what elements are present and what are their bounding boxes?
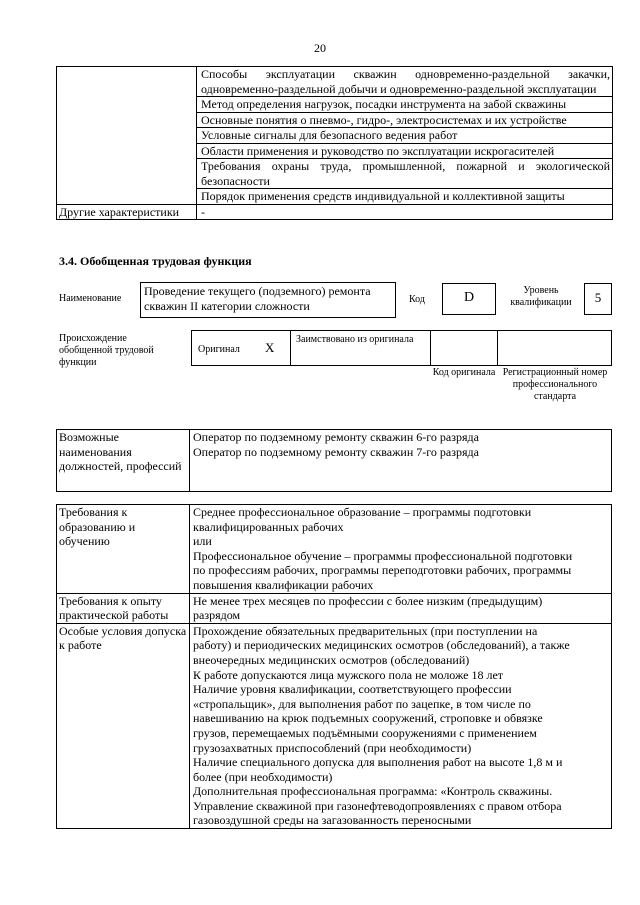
text-line: грузозахватных приспособлений (при необходимости) (193, 740, 472, 755)
knowledge-item: Основные понятия о пневмо-, гидро-, электросистемах и их устройстве (197, 112, 613, 128)
other-characteristics-label: Другие характеристики (57, 204, 197, 220)
positions-table (56, 429, 612, 492)
origin-label: Происхождение обобщенной трудовой функции (59, 333, 154, 368)
positions-label: Возможные наименования должностей, профессий (57, 430, 190, 492)
text-line: Не менее трех месяцев по профессии с более низким (предыдущим) (193, 593, 543, 608)
text-line: или (193, 534, 212, 549)
section-title: 3.4. Обобщенная трудовая функция (59, 254, 252, 268)
text-line: квалифицированных рабочих (193, 519, 344, 534)
knowledge-table (56, 66, 613, 220)
text-line: грузов, перемещаемых подъёмными сооружениями с применением (193, 725, 537, 740)
knowledge-item: Способы эксплуатации скважин одновременно-раздельной закачки, одновременно-раздельной добычи и одновременно-раздельной эксплуатации (197, 67, 613, 97)
text-line: газовоздушной среды на загазованность переносными (193, 813, 472, 828)
page-number: 20 (314, 41, 326, 55)
reg-caption: Регистрационный номер профессионального стандарта (502, 367, 608, 402)
position-line: Оператор по подземному ремонту скважин 7-го разряда (193, 444, 479, 459)
text-line: внеочередных медицинских осмотров (обследований) (193, 652, 470, 667)
text-line: работу) и периодических медицинских осмотров (обследований), а также (193, 638, 570, 653)
text-line: Наличие уровня квалификации, соответствующего профессии (193, 682, 512, 697)
text-line: разрядом (193, 608, 241, 623)
code-caption: Код оригинала (432, 367, 496, 378)
text-line: Дополнительная профессиональная программа: «Контроль скважины. (193, 784, 553, 799)
experience-label: Требования к опыту практической работы (57, 593, 190, 623)
function-name-value: Проведение текущего (подземного) ремонта скважин II категории сложности (144, 284, 371, 313)
text-line: Наличие специального допуска для выполнения работ на высоте 1,8 м и (193, 755, 563, 770)
borrowed-label: Заимствовано из оригинала (296, 334, 414, 345)
origin-reg-box (497, 330, 612, 366)
original-label: Оригинал (198, 344, 240, 355)
text-line: по профессиям рабочих, программы переподготовки рабочих, программы (193, 563, 572, 578)
code-value: D (463, 290, 475, 305)
original-mark: X (265, 340, 275, 355)
text-line: Управление скважиной при газонефтеводопроявлениях с правом отбора (193, 798, 562, 813)
experience-values (190, 593, 612, 623)
education-values (190, 505, 612, 594)
knowledge-item: Метод определения нагрузок, посадки инструмента на забой скважины (197, 97, 613, 113)
other-characteristics-value: - (197, 204, 613, 220)
text-line: «стропальщик», для выполнения работ по зацепке, в том числе по (193, 696, 531, 711)
knowledge-item: Условные сигналы для безопасного ведения работ (197, 128, 613, 144)
requirements-table (56, 504, 612, 829)
level-value: 5 (594, 290, 602, 305)
origin-code-box (430, 330, 498, 366)
text-line: повышения квалификации рабочих (193, 577, 374, 592)
name-label: Наименование (59, 293, 122, 304)
code-label: Код (409, 294, 425, 305)
text-line: К работе допускаются лица мужского пола не моложе 18 лет (193, 667, 504, 682)
text-line: навешиванию на крюк подъемных сооружений, строповке и обвязке (193, 711, 543, 726)
text-line: Профессиональное обучение – программы профессиональной подготовки (193, 548, 573, 563)
knowledge-item: Порядок применения средств индивидуальной и коллективной защиты (197, 189, 613, 205)
education-label: Требования к образованию и обучению (57, 505, 190, 594)
text-line: более (при необходимости) (193, 769, 333, 784)
empty-label-cell (57, 67, 197, 205)
special-conditions-values (190, 623, 612, 828)
knowledge-item: Требования охраны труда, промышленной, пожарной и экологической безопасности (197, 159, 613, 189)
positions-values (190, 430, 612, 492)
special-conditions-label: Особые условия допуска к работе (57, 623, 190, 828)
text-line: Среднее профессиональное образование – программы подготовки (193, 505, 532, 519)
text-line: Прохождение обязательных предварительных (при поступлении на (193, 623, 538, 638)
knowledge-item: Области применения и руководство по эксплуатации искрогасителей (197, 143, 613, 159)
position-line: Оператор по подземному ремонту скважин 6-го разряда (193, 430, 479, 444)
level-label: Уровень квалификации (510, 285, 572, 308)
